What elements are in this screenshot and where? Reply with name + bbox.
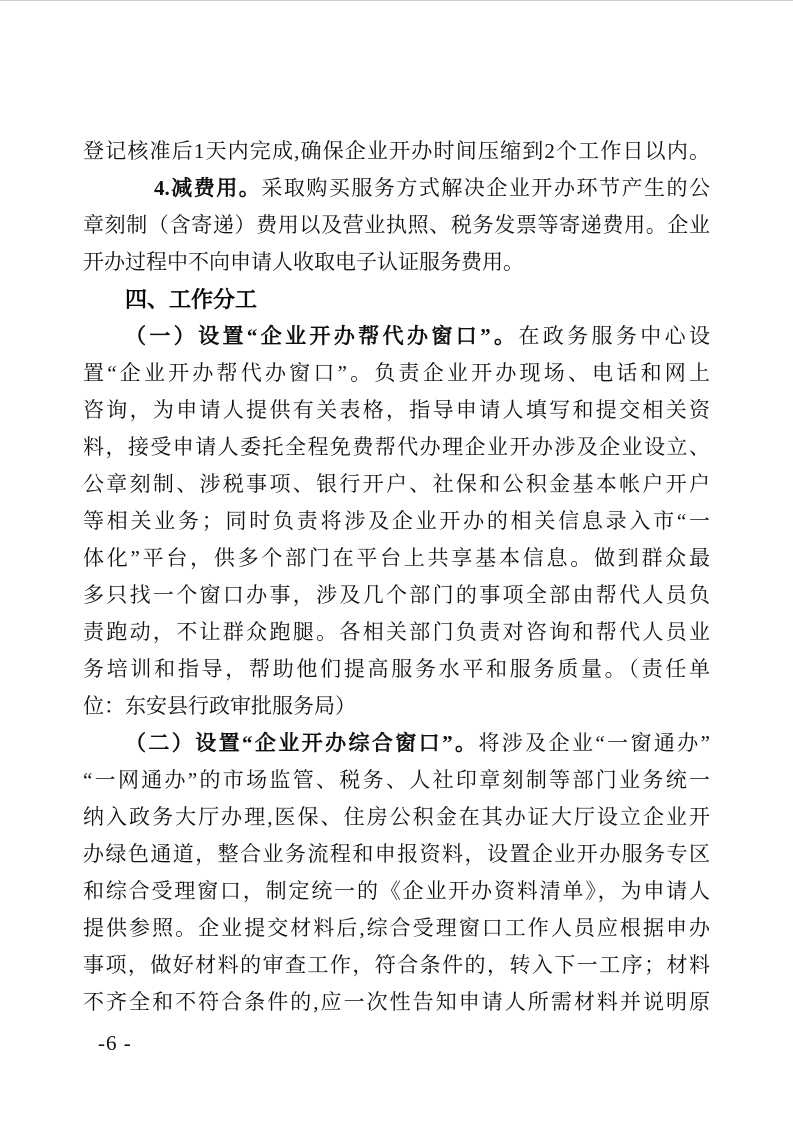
body-text: 提供参照。企业提交材料后,综合受理窗口工作人员应根据申办: [83, 916, 710, 940]
body-text: 采取购买服务方式解决企业开办环节产生的公: [261, 176, 711, 200]
body-text: 等相关业务；同时负责将涉及企业开办的相关信息录入市“一: [83, 509, 710, 533]
text-line: [83, 540, 710, 577]
body-text: 事项，做好材料的审查工作，符合条件的，转入下一工序；材料: [83, 953, 710, 977]
body-text: 章刻制（含寄递）费用以及营业执照、税务发票等寄递费用。企业: [83, 213, 710, 237]
text-line: [83, 392, 710, 429]
body-text: 体化”平台，供多个部门在平台上共享基本信息。做到群众最: [83, 546, 710, 570]
text-line: [83, 355, 710, 392]
body-text: 位：东安县行政审批服务局）: [83, 694, 356, 718]
body-text: 多只找一个窗口办事，涉及几个部门的事项全部由帮代人员负: [83, 583, 710, 607]
body-text: 纳入政务大厅办理,医保、住房公积金在其办证大厅设立企业开: [83, 805, 710, 829]
item-lead: （一）设置“企业开办帮代办窗口”。: [125, 324, 519, 348]
text-line: [83, 207, 710, 244]
text-line: [83, 725, 710, 762]
text-line: [83, 836, 710, 873]
body-text: 和综合受理窗口，制定统一的《企业开办资料清单》，为申请人: [83, 879, 710, 903]
text-line: [83, 466, 710, 503]
text-line: [83, 133, 710, 170]
text-line: [83, 429, 710, 466]
document-body: [83, 133, 710, 1021]
text-line: [83, 170, 710, 207]
text-line: [83, 947, 710, 984]
text-line: [83, 318, 710, 355]
body-text: 登记核准后1天内完成,确保企业开办时间压缩到2个工作日以内。: [83, 139, 710, 163]
section-heading: [83, 281, 710, 318]
body-text: “一网通办”的市场监管、税务、人社印章刻制等部门业务统一: [83, 768, 710, 792]
body-text: 在政务服务中心设: [518, 324, 710, 348]
body-text: 不齐全和不符合条件的,应一次性告知申请人所需材料并说明原: [83, 990, 710, 1014]
text-line: [83, 762, 710, 799]
text-line: [83, 910, 710, 947]
body-text: 置“企业开办帮代办窗口”。负责企业开办现场、电话和网上: [83, 361, 710, 385]
body-text: 将涉及企业“一窗通办”: [478, 731, 710, 755]
text-line: [83, 651, 710, 688]
text-line: [83, 244, 710, 281]
text-line: [83, 688, 710, 725]
body-text: 办绿色通道，整合业务流程和申报资料，设置企业开办服务专区: [83, 842, 710, 866]
text-line: [83, 503, 710, 540]
item-lead: 4.减费用。: [154, 176, 262, 200]
body-text: 开办过程中不向申请人收取电子认证服务费用。: [83, 250, 524, 274]
heading-text: 四、工作分工: [125, 287, 258, 312]
body-text: 公章刻制、涉税事项、银行开户、社保和公积金基本帐户开户: [83, 472, 710, 496]
body-text: 责跑动，不让群众跑腿。各相关部门负责对咨询和帮代人员业: [83, 620, 710, 644]
text-line: [83, 984, 710, 1021]
text-line: [83, 799, 710, 836]
body-text: 务培训和指导，帮助他们提高服务水平和服务质量。（责任单: [83, 657, 710, 681]
text-line: [83, 577, 710, 614]
page-number: -6 -: [98, 1031, 132, 1055]
body-text: 料，接受申请人委托全程免费帮代办理企业开办涉及企业设立、: [83, 435, 710, 459]
item-lead: （二）设置“企业开办综合窗口”。: [125, 731, 479, 755]
text-line: [83, 873, 710, 910]
body-text: 咨询，为申请人提供有关表格，指导申请人填写和提交相关资: [83, 398, 710, 422]
text-line: [83, 614, 710, 651]
